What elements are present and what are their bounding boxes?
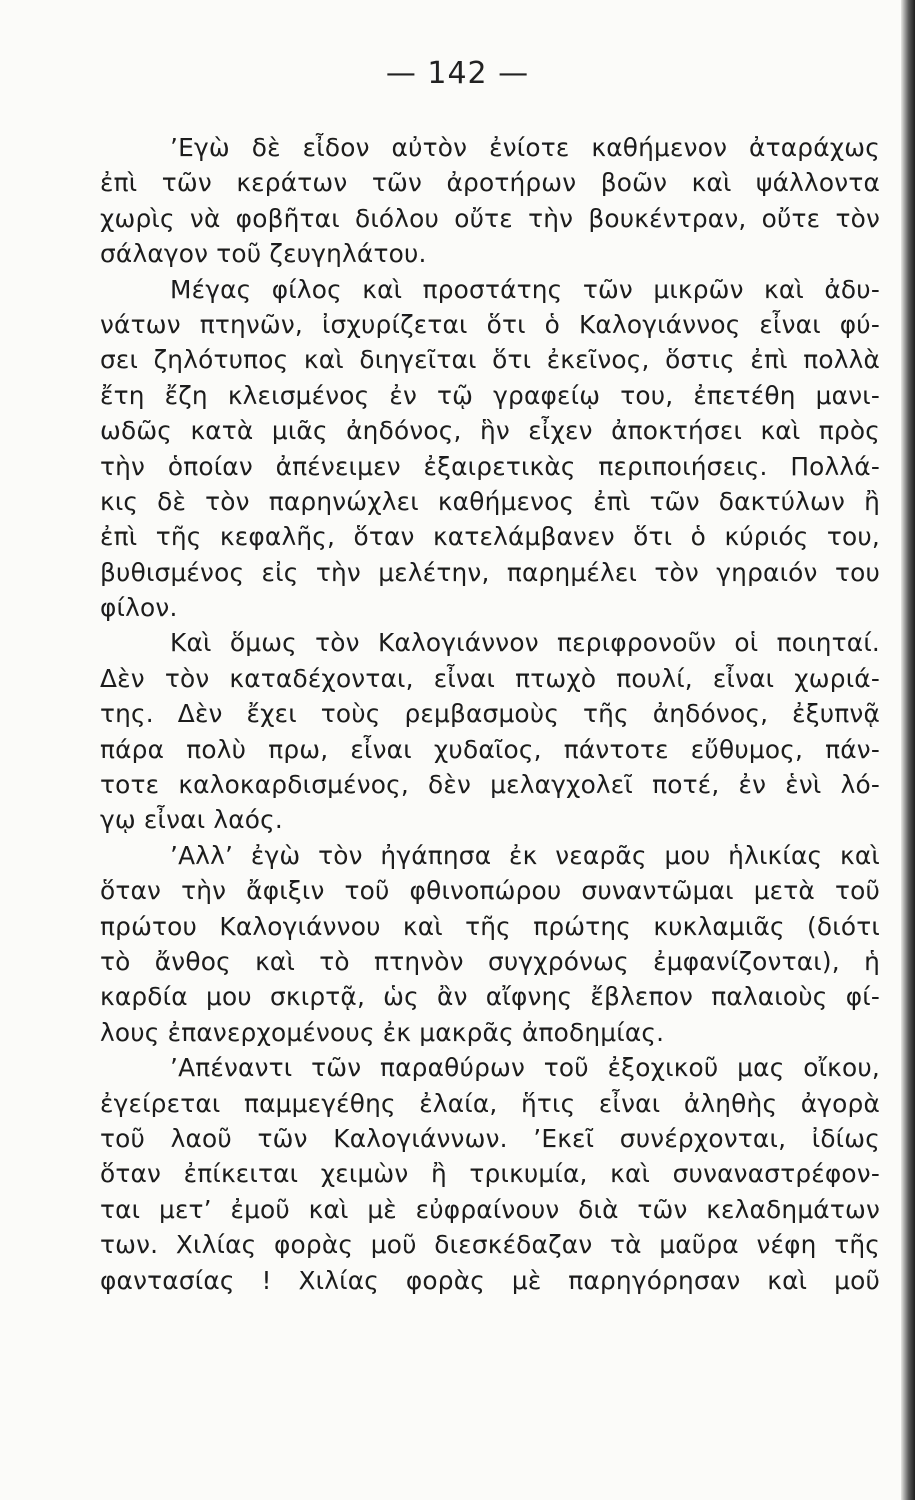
text-line: ὅταν ἐπίκειται χειμὼν ἢ τρικυμία, καὶ συναναστρέφον- bbox=[100, 1159, 880, 1189]
text-line: καρδία μου σκιρτᾷ, ὡς ἂν αἴφνης ἔβλεπον παλαιοὺς φί- bbox=[100, 982, 880, 1012]
text-line: ἔτη ἔζη κλεισμένος ἐν τῷ γραφείῳ του, ἐπετέθη μανι- bbox=[100, 380, 880, 410]
text-line: ἐπὶ τῆς κεφαλῆς, ὅταν κατελάμβανεν ὅτι ὁ κύριός του, bbox=[100, 522, 880, 552]
text-line: γῳ εἶναι λαός. bbox=[100, 805, 284, 835]
page-number: — 142 — bbox=[385, 56, 530, 91]
text-line: Δὲν τὸν καταδέχονται, εἶναι πτωχὸ πουλί, εἶναι χωριά- bbox=[100, 663, 880, 693]
text-line: ὅταν τὴν ἄφιξιν τοῦ φθινοπώρου συναντῶμαι μετὰ τοῦ bbox=[100, 876, 880, 906]
text-line: ’Αλλ’ ἐγὼ τὸν ἠγάπησα ἐκ νεαρᾶς μου ἡλικίας καὶ bbox=[170, 840, 880, 870]
text-line: των. Χιλίας φορὰς μοῦ διεσκέδαζαν τὰ μαῦρα νέφη τῆς bbox=[100, 1230, 880, 1260]
paragraph-5 bbox=[100, 1050, 880, 1298]
paragraph-4 bbox=[100, 838, 880, 1050]
text-line: τὸ ἄνθος καὶ τὸ πτηνὸν συγχρόνως ἐμφανίζονται), ἡ bbox=[100, 946, 880, 976]
text-line: ’Εγὼ δὲ εἶδον αὐτὸν ἐνίοτε καθήμενον ἀταράχως bbox=[170, 133, 880, 162]
text-line: τὴν ὁποίαν ἀπένειμεν ἐξαιρετικὰς περιποιήσεις. Πολλά- bbox=[100, 451, 880, 481]
text-line: τοτε καλοκαρδισμένος, δὲν μελαγχολεῖ ποτέ, ἐν ἑνὶ λό- bbox=[100, 770, 880, 800]
text-line: βυθισμένος εἰς τὴν μελέτην, παρημέλει τὸν γηραιόν του bbox=[100, 557, 880, 587]
text-line: ’Απέναντι τῶν παραθύρων τοῦ ἐξοχικοῦ μας οἴκου, bbox=[170, 1053, 880, 1083]
body-text bbox=[100, 130, 880, 1298]
text-line: λους ἐπανερχομένους ἐκ μακρᾶς ἀποδημίας. bbox=[100, 1017, 665, 1047]
text-line: φίλον. bbox=[100, 593, 178, 623]
text-line: τοῦ λαοῦ τῶν Καλογιάννων. ’Εκεῖ συνέρχονται, ἰδίως bbox=[100, 1123, 880, 1153]
text-line: σάλαγον τοῦ ζευγηλάτου. bbox=[100, 239, 427, 269]
text-line: ἐπὶ τῶν κεράτων τῶν ἀροτήρων βοῶν καὶ ψάλλοντα bbox=[100, 168, 880, 198]
text-line: πρώτου Καλογιάννου καὶ τῆς πρώτης κυκλαμιᾶς (διότι bbox=[100, 911, 880, 941]
text-line: ἐγείρεται παμμεγέθης ἐλαία, ἥτις εἶναι ἀληθὴς ἀγορὰ bbox=[100, 1088, 880, 1118]
text-line: κις δὲ τὸν παρηνώχλει καθήμενος ἐπὶ τῶν δακτύλων ἢ bbox=[100, 486, 880, 516]
text-line: χωρὶς νὰ φοβῆται διόλου οὔτε τὴν βουκέντραν, οὔτε τὸν bbox=[100, 203, 880, 233]
paragraph-3 bbox=[100, 625, 880, 837]
text-line: φαντασίας ! Χιλίας φορὰς μὲ παρηγόρησαν καὶ μοῦ bbox=[100, 1265, 880, 1295]
text-line: Καὶ ὅμως τὸν Καλογιάννον περιφρονοῦν οἱ ποιηταί. bbox=[170, 628, 880, 658]
text-line: της. Δὲν ἔχει τοὺς ρεμβασμοὺς τῆς ἀηδόνος, ἐξυπνᾷ bbox=[100, 699, 880, 729]
paragraph-1 bbox=[100, 130, 880, 272]
text-line: ωδῶς κατὰ μιᾶς ἀηδόνος, ἣν εἶχεν ἀποκτήσει καὶ πρὸς bbox=[100, 416, 880, 446]
text-line: σει ζηλότυπος καὶ διηγεῖται ὅτι ἐκεῖνος, ὅστις ἐπὶ πολλὰ bbox=[100, 345, 880, 375]
text-line: νάτων πτηνῶν, ἰσχυρίζεται ὅτι ὁ Καλογιάννος εἶναι φύ- bbox=[100, 309, 880, 339]
text-line: Μέγας φίλος καὶ προστάτης τῶν μικρῶν καὶ ἀδυ- bbox=[170, 274, 880, 304]
text-line: πάρα πολὺ πρω, εἶναι χυδαῖος, πάντοτε εὔθυμος, πάν- bbox=[100, 734, 880, 764]
text-line: ται μετ’ ἐμοῦ καὶ μὲ εὐφραίνουν διὰ τῶν κελαδημάτων bbox=[100, 1194, 880, 1224]
paragraph-2 bbox=[100, 272, 880, 626]
page-edge-shadow bbox=[901, 0, 915, 1500]
